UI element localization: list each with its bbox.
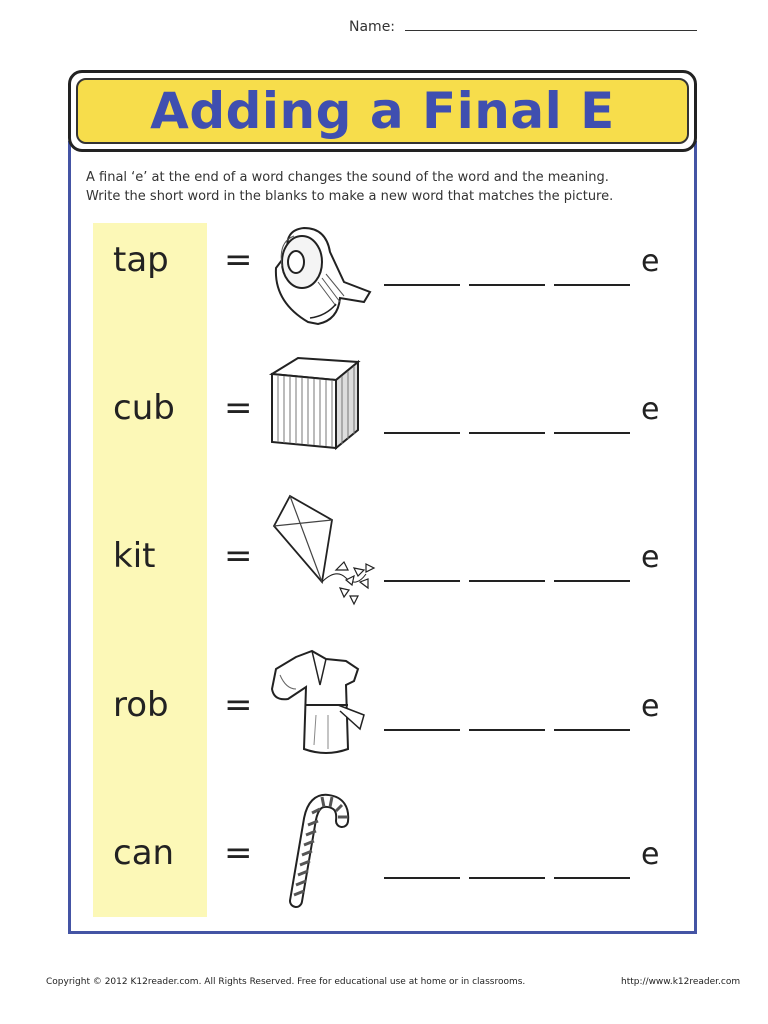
instructions-line-2: Write the short word in the blanks to make a new word that matches the picture. xyxy=(86,189,614,204)
final-e: e xyxy=(641,392,660,427)
candy-cane-icon xyxy=(266,789,366,913)
short-word: kit xyxy=(113,536,156,576)
answer-blanks[interactable] xyxy=(384,284,630,286)
name-label: Name: xyxy=(349,19,396,35)
kite-icon xyxy=(266,490,386,619)
equals-sign: = xyxy=(224,536,253,576)
name-blank-line[interactable] xyxy=(405,28,697,31)
robe-icon xyxy=(266,645,376,769)
final-e: e xyxy=(641,689,660,724)
final-e: e xyxy=(641,540,660,575)
name-field xyxy=(349,19,697,35)
answer-blanks[interactable] xyxy=(384,432,630,434)
answer-blanks[interactable] xyxy=(384,729,630,731)
cube-icon xyxy=(266,354,366,458)
site-url[interactable]: http://www.k12reader.com xyxy=(621,977,741,987)
title-banner xyxy=(76,78,689,144)
exercise-row-tap xyxy=(0,222,768,322)
answer-blanks[interactable] xyxy=(384,580,630,582)
instructions xyxy=(86,168,686,206)
short-word: rob xyxy=(113,685,169,725)
copyright-notice: Copyright © 2012 K12reader.com. All Rights Reserved. Free for educational use at home or in classrooms. xyxy=(46,977,526,987)
exercise-row-rob xyxy=(0,667,768,767)
page-title: Adding a Final E xyxy=(150,82,615,140)
equals-sign: = xyxy=(224,685,253,725)
short-word: cub xyxy=(113,388,175,428)
answer-blanks[interactable] xyxy=(384,877,630,879)
short-word: tap xyxy=(113,240,169,280)
short-word: can xyxy=(113,833,175,873)
equals-sign: = xyxy=(224,388,253,428)
final-e: e xyxy=(641,244,660,279)
instructions-line-1: A final ‘e’ at the end of a word changes the sound of the word and the meaning. xyxy=(86,170,609,185)
equals-sign: = xyxy=(224,240,253,280)
exercise-row-kit xyxy=(0,518,768,618)
final-e: e xyxy=(641,837,660,872)
exercise-row-cub xyxy=(0,370,768,470)
exercise-row-can xyxy=(0,815,768,915)
tape-dispenser-icon xyxy=(266,222,376,331)
equals-sign: = xyxy=(224,833,253,873)
